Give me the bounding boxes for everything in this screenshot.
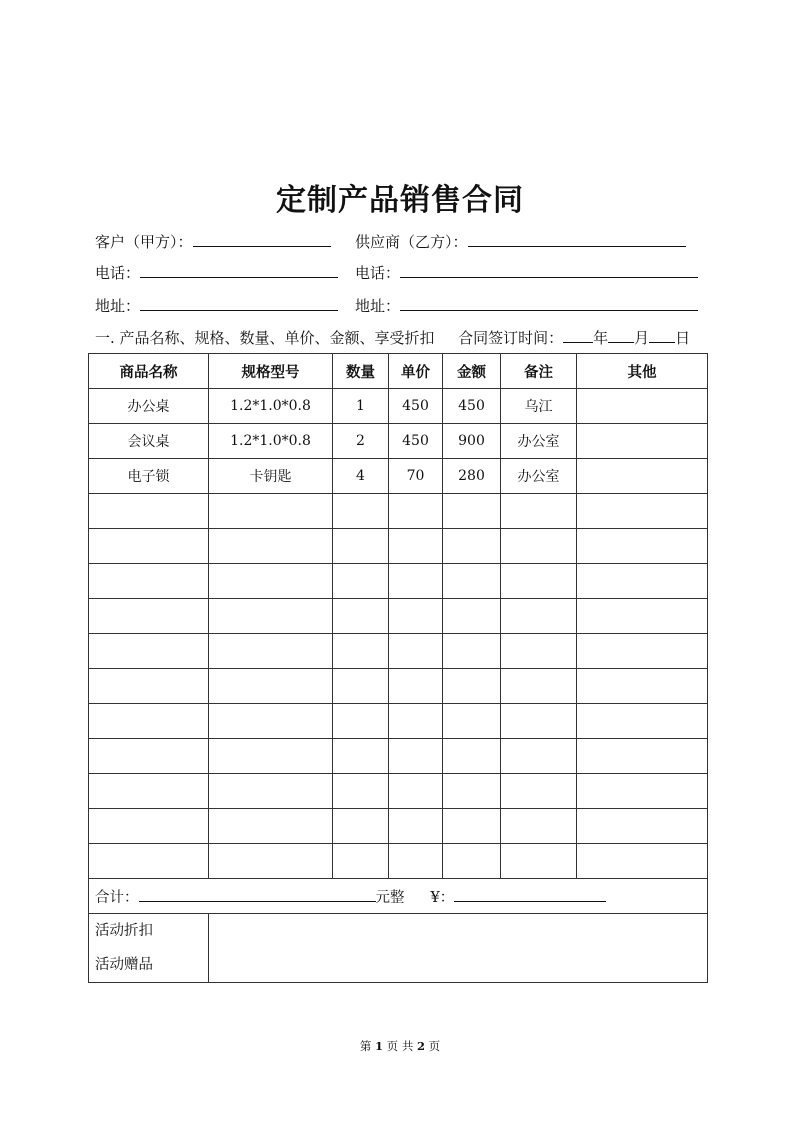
table-cell[interactable] (89, 599, 209, 634)
address-field-b[interactable] (400, 295, 698, 311)
promo-labels-cell (89, 914, 209, 983)
table-row (89, 529, 708, 564)
table-cell[interactable] (577, 634, 708, 669)
table-cell[interactable]: 卡钥匙 (209, 459, 333, 494)
table-cell[interactable] (209, 669, 333, 704)
table-cell[interactable] (443, 634, 501, 669)
table-cell[interactable] (577, 459, 708, 494)
table-cell[interactable] (577, 669, 708, 704)
address-line-b (355, 295, 698, 316)
total-row (89, 879, 708, 914)
table-row (89, 704, 708, 739)
table-row (89, 599, 708, 634)
promo-content-cell[interactable] (209, 914, 708, 983)
address-label-a: 地址： (95, 297, 141, 315)
table-cell[interactable] (501, 599, 577, 634)
phone-label-a: 电话： (95, 264, 141, 282)
discount-label: 活动折扣 (95, 923, 153, 939)
table-row (89, 809, 708, 844)
table-cell[interactable]: 70 (389, 459, 443, 494)
table-cell[interactable] (443, 494, 501, 529)
table-cell[interactable]: 450 (389, 424, 443, 459)
table-cell[interactable] (89, 844, 209, 879)
table-cell[interactable] (209, 739, 333, 774)
table-cell[interactable] (577, 564, 708, 599)
table-cell[interactable] (89, 494, 209, 529)
table-cell[interactable]: 1.2*1.0*0.8 (209, 389, 333, 424)
table-cell[interactable] (389, 669, 443, 704)
table-cell[interactable] (209, 529, 333, 564)
table-cell[interactable] (443, 599, 501, 634)
table-cell[interactable] (389, 739, 443, 774)
page-total: 2 (416, 1039, 425, 1053)
column-header: 商品名称 (89, 354, 209, 389)
address-line-a (95, 295, 338, 316)
table-cell[interactable] (209, 564, 333, 599)
table-cell[interactable] (577, 424, 708, 459)
table-cell[interactable] (333, 669, 389, 704)
table-header-row (89, 354, 708, 389)
page-mid: 页 共 (386, 1039, 414, 1053)
table-cell[interactable] (577, 739, 708, 774)
table-cell[interactable] (577, 844, 708, 879)
table-cell[interactable] (209, 809, 333, 844)
table-cell[interactable] (501, 564, 577, 599)
table-cell[interactable] (443, 669, 501, 704)
table-cell[interactable] (577, 599, 708, 634)
address-label-b: 地址： (355, 297, 401, 315)
table-cell[interactable] (389, 704, 443, 739)
table-row (89, 389, 708, 424)
table-cell[interactable] (443, 774, 501, 809)
table-cell[interactable] (577, 774, 708, 809)
table-cell[interactable] (333, 739, 389, 774)
table-row (89, 564, 708, 599)
customer-field[interactable] (193, 231, 331, 247)
phone-line-a (95, 262, 338, 283)
promo-row (89, 914, 708, 983)
month-label: 月 (634, 329, 650, 347)
table-cell[interactable]: 900 (443, 424, 501, 459)
currency-label: ¥： (430, 889, 455, 906)
table-cell[interactable] (443, 809, 501, 844)
yuan-label: 元整 (375, 889, 405, 906)
table-cell[interactable] (443, 529, 501, 564)
table-cell[interactable] (89, 564, 209, 599)
table-cell[interactable] (443, 564, 501, 599)
table-cell[interactable] (333, 564, 389, 599)
month-field[interactable] (608, 327, 634, 343)
table-row (89, 459, 708, 494)
table-cell[interactable] (501, 529, 577, 564)
address-field-a[interactable] (140, 295, 338, 311)
table-row (89, 844, 708, 879)
table-cell[interactable]: 450 (443, 389, 501, 424)
table-cell[interactable] (389, 529, 443, 564)
table-row (89, 774, 708, 809)
sign-date-label: 合同签订时间： (458, 329, 564, 347)
table-cell[interactable]: 办公室 (501, 424, 577, 459)
supplier-label: 供应商（乙方）： (355, 233, 468, 251)
table-cell[interactable] (577, 529, 708, 564)
column-header: 数量 (333, 354, 389, 389)
table-cell[interactable]: 会议桌 (89, 424, 209, 459)
table-cell[interactable] (333, 704, 389, 739)
table-cell[interactable] (389, 599, 443, 634)
table-cell[interactable] (443, 739, 501, 774)
table-cell[interactable] (333, 494, 389, 529)
table-cell[interactable]: 450 (389, 389, 443, 424)
table-cell[interactable] (443, 704, 501, 739)
table-cell[interactable] (501, 494, 577, 529)
total-cell (89, 879, 708, 914)
table-cell[interactable] (89, 669, 209, 704)
table-cell[interactable] (333, 529, 389, 564)
phone-field-b[interactable] (400, 262, 698, 278)
contract-title: 定制产品销售合同 (276, 183, 524, 218)
column-header: 单价 (389, 354, 443, 389)
table-cell[interactable] (209, 634, 333, 669)
section-heading-line (95, 327, 690, 348)
table-row (89, 634, 708, 669)
table-cell[interactable] (89, 809, 209, 844)
table-cell[interactable] (389, 844, 443, 879)
table-cell[interactable] (501, 844, 577, 879)
total-label: 合计： (95, 889, 139, 906)
supplier-field[interactable] (468, 231, 686, 247)
table-cell[interactable]: 电子锁 (89, 459, 209, 494)
customer-line (95, 231, 331, 252)
table-cell[interactable] (443, 844, 501, 879)
table-cell[interactable]: 280 (443, 459, 501, 494)
page-prefix: 第 (359, 1039, 372, 1053)
table-cell[interactable]: 1 (333, 389, 389, 424)
column-header: 备注 (501, 354, 577, 389)
table-cell[interactable] (89, 739, 209, 774)
table-cell[interactable]: 4 (333, 459, 389, 494)
total-amount-field[interactable] (454, 886, 606, 902)
table-cell[interactable] (501, 634, 577, 669)
table-cell[interactable]: 办公桌 (89, 389, 209, 424)
phone-line-b (355, 262, 698, 283)
column-header: 金额 (443, 354, 501, 389)
table-cell[interactable]: 2 (333, 424, 389, 459)
table-cell[interactable]: 1.2*1.0*0.8 (209, 424, 333, 459)
table-cell[interactable]: 办公室 (501, 459, 577, 494)
page-suffix: 页 (428, 1039, 441, 1053)
product-table (88, 353, 708, 983)
table-cell[interactable] (389, 809, 443, 844)
table-cell[interactable] (501, 809, 577, 844)
table-cell[interactable] (389, 634, 443, 669)
table-cell[interactable] (89, 774, 209, 809)
table-cell[interactable] (333, 599, 389, 634)
phone-label-b: 电话： (355, 264, 401, 282)
table-row (89, 669, 708, 704)
table-row (89, 424, 708, 459)
table-cell[interactable] (209, 774, 333, 809)
table-cell[interactable] (89, 704, 209, 739)
year-label: 年 (593, 329, 609, 347)
table-cell[interactable] (577, 704, 708, 739)
table-cell[interactable] (501, 739, 577, 774)
table-row (89, 494, 708, 529)
column-header: 其他 (577, 354, 708, 389)
total-amount-words-field[interactable] (139, 886, 376, 902)
section-heading: 一. 产品名称、规格、数量、单价、金额、享受折扣 (95, 329, 435, 347)
table-cell[interactable] (389, 564, 443, 599)
table-cell[interactable] (333, 634, 389, 669)
table-cell[interactable]: 乌江 (501, 389, 577, 424)
year-field[interactable] (563, 327, 593, 343)
table-cell[interactable] (89, 529, 209, 564)
column-header: 规格型号 (209, 354, 333, 389)
table-cell[interactable] (501, 669, 577, 704)
table-cell[interactable] (501, 774, 577, 809)
gift-label: 活动赠品 (95, 957, 153, 973)
table-cell[interactable] (333, 844, 389, 879)
table-cell[interactable] (577, 494, 708, 529)
phone-field-a[interactable] (140, 262, 338, 278)
table-cell[interactable] (209, 704, 333, 739)
table-cell[interactable] (389, 774, 443, 809)
table-cell[interactable] (209, 599, 333, 634)
table-cell[interactable] (501, 704, 577, 739)
page-current: 1 (375, 1039, 384, 1053)
day-label: 日 (675, 329, 691, 347)
table-cell[interactable] (209, 494, 333, 529)
supplier-line (355, 231, 686, 252)
table-cell[interactable] (333, 809, 389, 844)
table-cell[interactable] (209, 844, 333, 879)
table-cell[interactable] (389, 494, 443, 529)
customer-label: 客户（甲方）： (95, 233, 193, 251)
page-footer (0, 1038, 800, 1054)
table-row (89, 739, 708, 774)
table-cell[interactable] (333, 774, 389, 809)
table-cell[interactable] (89, 634, 209, 669)
table-cell[interactable] (577, 809, 708, 844)
table-cell[interactable] (577, 389, 708, 424)
day-field[interactable] (649, 327, 675, 343)
